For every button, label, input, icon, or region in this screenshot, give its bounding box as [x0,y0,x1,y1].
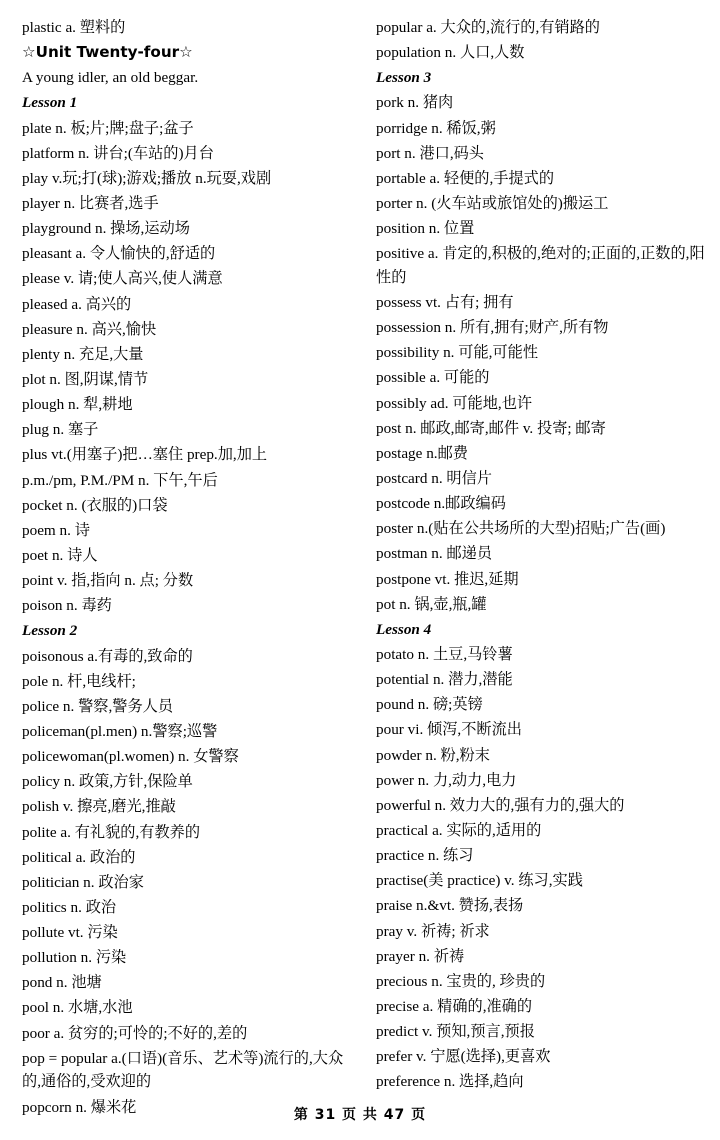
entry: plus vt.(用塞子)把…塞住 prep.加,加上 [22,446,268,464]
entry: poor a. 贫穷的;可怜的;不好的,差的 [22,1024,248,1042]
entry: p.m./pm, P.M./PM n. 下午,午后 [22,471,218,489]
entry: pollute vt. 污染 [22,924,118,942]
entry: point v. 指,指向 n. 点; 分数 [22,572,194,590]
entry: pleasant a. 令人愉快的,舒适的 [22,245,216,263]
entry: pond n. 池塘 [22,974,102,992]
entry: policy n. 政策,方针,保险单 [22,773,193,791]
entry: pleasure n. 高兴,愉快 [22,320,157,338]
entry: position n. 位置 [376,220,475,238]
entry: preference n. 选择,趋向 [376,1073,524,1091]
entry: postpone vt. 推迟,延期 [376,570,519,588]
entry: potato n. 土豆,马铃薯 [376,646,513,664]
entry: popcorn n. 爆米花 [22,1098,137,1116]
entry: play v.玩;打(球);游戏;播放 n.玩耍,戏剧 [22,169,272,187]
entry: port n. 港口,码头 [376,144,484,162]
column-left [22,16,352,1116]
entry: pool n. 水塘,水池 [22,999,133,1017]
entry: possibility n. 可能,可能性 [376,344,539,362]
entry: predict v. 预知,预言,预报 [376,1023,535,1041]
entry: polite a. 有礼貌的,有教养的 [22,823,201,841]
page-footer: 第 31 页 共 47 页 [293,1107,427,1123]
entry: politician n. 政治家 [22,873,144,891]
entry: policeman(pl.men) n.警察;巡警 [22,722,218,740]
entry: power n. 力,动力,电力 [376,771,517,789]
entry: postcard n. 明信片 [376,470,492,488]
entry: possession n. 所有,拥有;财产,所有物 [376,319,609,337]
entry: precise a. 精确的,准确的 [376,997,533,1015]
entry: popular a. 大众的,流行的,有销路的 [376,19,600,36]
entry: poisonous a.有毒的,致命的 [22,647,193,665]
entry: pork n. 猪肉 [376,94,454,112]
entry: pound n. 磅;英镑 [376,696,483,714]
entry: police n. 警察,警务人员 [22,697,174,715]
entry: plough n. 犁,耕地 [22,396,133,414]
entry: playground n. 操场,运动场 [22,220,190,238]
entry: pollution n. 污染 [22,949,127,967]
entry: poison n. 毒药 [22,597,112,615]
entry: player n. 比赛者,选手 [22,194,159,212]
column-right [376,16,706,1091]
lesson-heading: Lesson 4 [376,620,432,638]
entry: practical a. 实际的,适用的 [376,822,542,839]
entry: powder n. 粉,粉末 [376,746,490,764]
entry: poet n. 诗人 [22,546,98,564]
entry: practice n. 练习 [376,847,474,865]
entry: prayer n. 祈祷 [376,947,465,965]
entry: pleased a. 高兴的 [22,295,132,313]
entry: plug n. 塞子 [22,421,99,439]
entry: poster n.(贴在公共场所的大型)招贴;广告(画) [376,520,666,538]
entry: pop = popular a.(口语)(音乐、艺术等)流行的,大众的,通俗的,受欢迎的 [22,1049,344,1091]
entry: possible a. 可能的 [376,369,490,387]
entry: plastic a. 塑料的 [22,19,126,36]
entry: polish v. 擦亮,磨光,推敲 [22,798,176,816]
entry: postage n.邮费 [376,444,468,462]
entry: postman n. 邮递员 [376,545,493,563]
entry: potential n. 潜力,潜能 [376,671,513,689]
entry: prefer v. 宁愿(选择),更喜欢 [376,1048,551,1066]
unit-motto: A young idler, an old beggar. [22,69,199,87]
entry: politics n. 政治 [22,898,117,916]
entry: pray v. 祈祷; 祈求 [376,922,490,940]
entry: pot n. 锅,壶,瓶,罐 [376,595,487,613]
entry: plenty n. 充足,大量 [22,345,144,363]
entry: post n. 邮政,邮寄,邮件 v. 投寄; 邮寄 [376,419,606,437]
entry: platform n. 讲台;(车站的)月台 [22,144,214,162]
lesson-heading: Lesson 1 [22,94,78,112]
entry: porter n. (火车站或旅馆处的)搬运工 [376,194,609,212]
lesson-heading: Lesson 2 [22,622,78,640]
entry: postcode n.邮政编码 [376,495,506,513]
entry: possibly ad. 可能地,也许 [376,394,533,412]
unit-heading: ☆Unit Twenty-four☆ [22,43,193,62]
entry: powerful n. 效力大的,强有力的,强大的 [376,796,625,814]
entry: practise(美 practice) v. 练习,实践 [376,872,583,890]
entry: pour vi. 倾泻,不断流出 [376,721,522,739]
entry: portable a. 轻便的,手提式的 [376,169,555,187]
entry: policewoman(pl.women) n. 女警察 [22,748,239,766]
entry: population n. 人口,人数 [376,44,525,62]
lesson-heading: Lesson 3 [376,69,432,87]
entry: poem n. 诗 [22,521,90,539]
entry: praise n.&vt. 赞扬,表扬 [376,897,524,915]
entry: pocket n. (衣服的)口袋 [22,496,168,514]
entry: pole n. 杆,电线杆; [22,672,136,690]
entry: positive a. 肯定的,积极的,绝对的;正面的,正数的,阳性的 [376,245,705,286]
entry: plot n. 图,阴谋,情节 [22,370,149,388]
entry: precious n. 宝贵的, 珍贵的 [376,972,546,990]
entry: possess vt. 占有; 拥有 [376,294,514,312]
entry: porridge n. 稀饭,粥 [376,119,496,137]
entry: political a. 政治的 [22,848,136,866]
entry: plate n. 板;片;牌;盘子;盆子 [22,119,194,137]
entry: please v. 请;使人高兴,使人满意 [22,270,223,288]
